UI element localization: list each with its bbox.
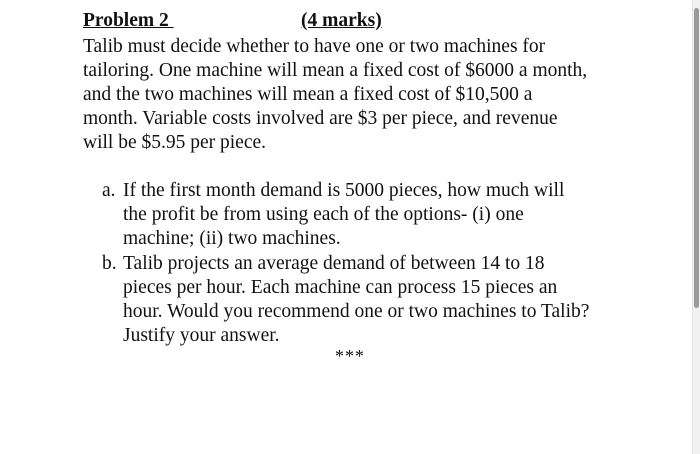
question-b-line: Justify your answer. — [123, 325, 280, 346]
intro-line: will be $5.95 per piece. — [83, 132, 267, 153]
question-b-marker: b. — [102, 253, 117, 274]
intro-line: month. Variable costs involved are $3 per piece, and revenue — [83, 108, 558, 129]
problem-marks: (4 marks) — [301, 10, 382, 31]
question-b-line: Talib projects an average demand of between 14 to 18 — [123, 253, 545, 274]
problem-heading — [83, 10, 643, 34]
question-a-line: If the first month demand is 5000 pieces, how much will — [123, 180, 565, 201]
question-b-line: hour. Would you recommend one or two machines to Talib? — [123, 301, 590, 322]
intro-line: Talib must decide whether to have one or two machines for — [83, 36, 546, 57]
vertical-scrollbar[interactable] — [692, 0, 700, 454]
question-a-line: the profit be from using each of the options- (i) one — [123, 204, 524, 225]
scrollbar-thumb[interactable] — [694, 8, 699, 308]
question-a-line: machine; (ii) two machines. — [123, 228, 341, 249]
question-a-marker: a. — [102, 180, 116, 201]
section-separator: *** — [335, 346, 365, 366]
intro-line: and the two machines will mean a fixed cost of $10,500 a — [83, 84, 533, 105]
question-b-line: pieces per hour. Each machine can process 15 pieces an — [123, 277, 558, 298]
problem-title: Problem 2 — [83, 10, 174, 31]
intro-line: tailoring. One machine will mean a fixed cost of $6000 a month, — [83, 60, 588, 81]
